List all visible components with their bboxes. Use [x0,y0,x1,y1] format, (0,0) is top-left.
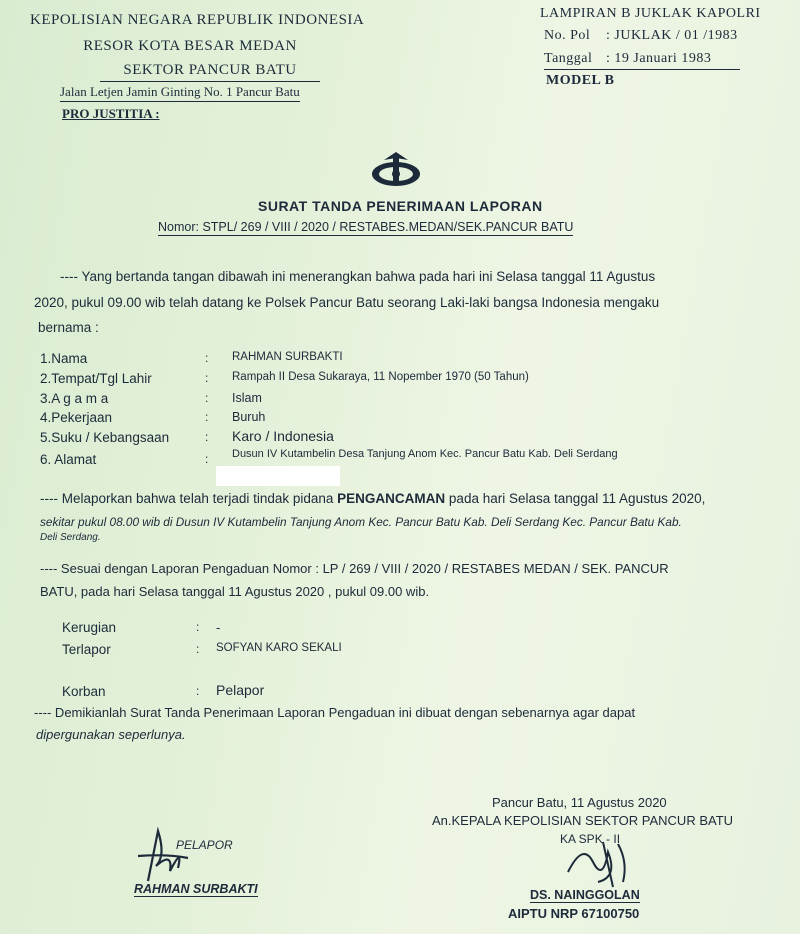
header-line-2: RESOR KOTA BESAR MEDAN [83,38,297,54]
field-value: RAHMAN SURBAKTI [232,351,343,363]
tanggal-underline [544,69,740,70]
report-line-3: Deli Serdang. [40,532,101,543]
header-address: Jalan Letjen Jamin Ginting No. 1 Pancur Batu [60,84,300,102]
report-line-2: sekitar pukul 08.00 wib di Dusun IV Kutambelin Tanjung Anom Kec. Pancur Batu Kab. Deli Serdang Kec. Pancur Batu Kab. [40,515,682,529]
field-value: Rampah II Desa Sukaraya, 11 Nopember 1970 (50 Tahun) [232,371,529,383]
reporter-name: RAHMAN SURBAKTI [134,882,258,896]
detail-value: SOFYAN KARO SEKALI [216,642,342,654]
signatory-office: An.KEPALA KEPOLISIAN SEKTOR PANCUR BATU [432,813,734,828]
field-value: Karo / Indonesia [232,428,334,444]
field-colon: : [205,351,209,365]
field-colon: : [205,430,209,444]
report-line-1 [40,492,705,506]
reporter-role: PELAPOR [176,838,233,852]
report-text-pre: ---- Melaporkan bahwa telah terjadi tindak pidana [40,491,338,506]
complaint-line-2: BATU, pada hari Selasa tanggal 11 Agustus 2020 , pukul 09.00 wib. [40,584,430,599]
tanggal-label: Tanggal [544,51,593,66]
intro-line-2: 2020, pukul 09.00 wib telah datang ke Polsek Pancur Batu seorang Laki-laki bangsa Indonesia mengaku [34,295,660,310]
detail-value: Pelapor [216,682,265,698]
officer-nrp: AIPTU NRP 67100750 [508,906,640,921]
field-label: 5.Suku / Kebangsaan [40,430,170,445]
detail-value: - [216,620,221,635]
field-label: 2.Tempat/Tgl Lahir [40,371,152,386]
field-label: 1.Nama [40,351,88,366]
no-pol-label: No. Pol [544,28,591,43]
lampiran-line: LAMPIRAN B JUKLAK KAPOLRI [540,6,761,21]
detail-colon: : [196,642,200,656]
redaction-block [216,466,340,486]
detail-label: Korban [62,684,106,699]
no-pol-value: : JUKLAK / 01 /1983 [606,28,738,43]
officer-signature-icon [548,832,648,892]
report-text-post: pada hari Selasa tanggal 11 Agustus 2020, [445,491,706,506]
detail-colon: : [196,620,200,634]
field-colon: : [205,452,209,466]
complaint-line-1: ---- Sesuai dengan Laporan Pengaduan Nomor : LP / 269 / VIII / 2020 / RESTABES MEDAN / SEK. PANCUR [40,561,669,576]
intro-line-3: bernama : [38,320,99,335]
field-value: Islam [232,391,262,405]
field-colon: : [205,410,209,424]
pro-justitia: PRO JUSTITIA : [62,106,160,121]
reporter-signature-icon [128,826,208,886]
field-value: Buruh [232,410,266,424]
signatory-rank: KA SPK - II [560,832,621,846]
header-line-3: SEKTOR PANCUR BATU [100,62,320,82]
header-line-1: KEPOLISIAN NEGARA REPUBLIK INDONESIA [30,12,365,28]
police-emblem-icon [366,150,426,190]
field-label: 4.Pekerjaan [40,410,113,425]
closing-line-1: ---- Demikianlah Surat Tanda Penerimaan Laporan Pengaduan ini dibuat dengan sebenarnya agar dapat [34,705,636,720]
tanggal-value: : 19 Januari 1983 [606,51,712,66]
document-title: SURAT TANDA PENERIMAAN LAPORAN [258,198,543,214]
detail-colon: : [196,684,200,698]
field-colon: : [205,371,209,385]
field-label: 6. Alamat [40,452,97,467]
crime-type: PENGANCAMAN [337,491,446,506]
model-label: MODEL B [546,73,615,88]
field-value: Dusun IV Kutambelin Desa Tanjung Anom Kec. Pancur Batu Kab. Deli Serdang [232,448,618,460]
detail-label: Terlapor [62,642,111,657]
document-number: Nomor: STPL/ 269 / VIII / 2020 / RESTABES.MEDAN/SEK.PANCUR BATU [158,220,574,234]
officer-name: DS. NAINGGOLAN [530,888,640,902]
detail-label: Kerugian [62,620,117,635]
closing-line-2: dipergunakan seperlunya. [36,727,186,742]
field-colon: : [205,391,209,405]
field-label: 3.A g a m a [40,391,109,406]
intro-line-1: ---- Yang bertanda tangan dibawah ini menerangkan bahwa pada hari ini Selasa tanggal 11 Agustus [60,269,656,284]
place-date: Pancur Batu, 11 Agustus 2020 [492,795,667,810]
